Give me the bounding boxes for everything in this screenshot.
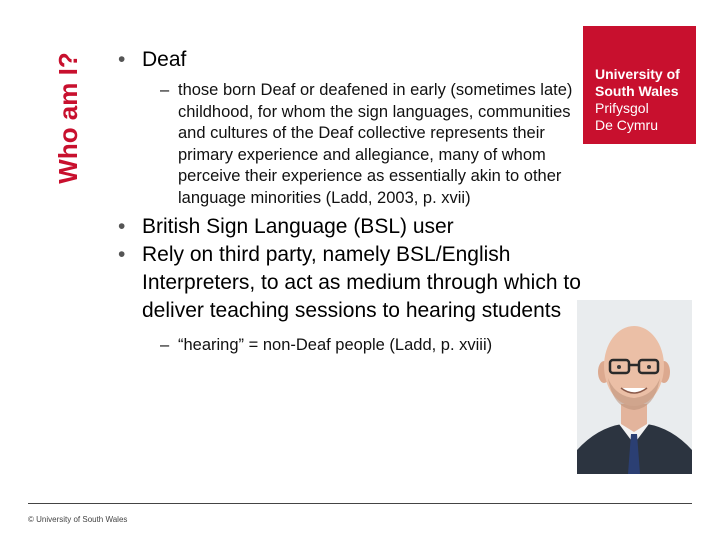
portrait-icon xyxy=(577,300,692,474)
slide-content xyxy=(112,46,582,357)
sub-bullet-deaf-definition: – those born Deaf or deafened in early (sometimes late) childhood, for whom the sign languages, communities and cultures of the Deaf collective represents their primary experience and allegiance, many of whom perceive their experience as essentially akin to other language minorities (Ladd, 2003, p. xvii) xyxy=(160,80,582,209)
slide-title-text: Who am I? xyxy=(53,52,83,184)
bullet-interpreters: • Rely on third party, namely BSL/English Interpreters, to act as medium through which to deliver teaching sessions to hearing students xyxy=(112,241,582,325)
bullet-deaf: • Deaf xyxy=(112,46,582,74)
footer-copyright: © University of South Wales xyxy=(28,515,128,524)
sub-bullet-hearing-definition: – “hearing” = non-Deaf people (Ladd, p. xviii) xyxy=(160,335,582,357)
logo-line-1: University of xyxy=(595,66,680,82)
bullet-bsl-user: • British Sign Language (BSL) user xyxy=(112,213,582,241)
logo-line-2: South Wales xyxy=(595,83,679,99)
logo-line-3: Prifysgol xyxy=(595,100,649,116)
footer-divider xyxy=(28,503,692,504)
university-logo xyxy=(583,26,696,144)
portrait-photo xyxy=(577,300,692,474)
slide-title xyxy=(48,48,88,188)
logo-line-4: De Cymru xyxy=(595,117,659,133)
